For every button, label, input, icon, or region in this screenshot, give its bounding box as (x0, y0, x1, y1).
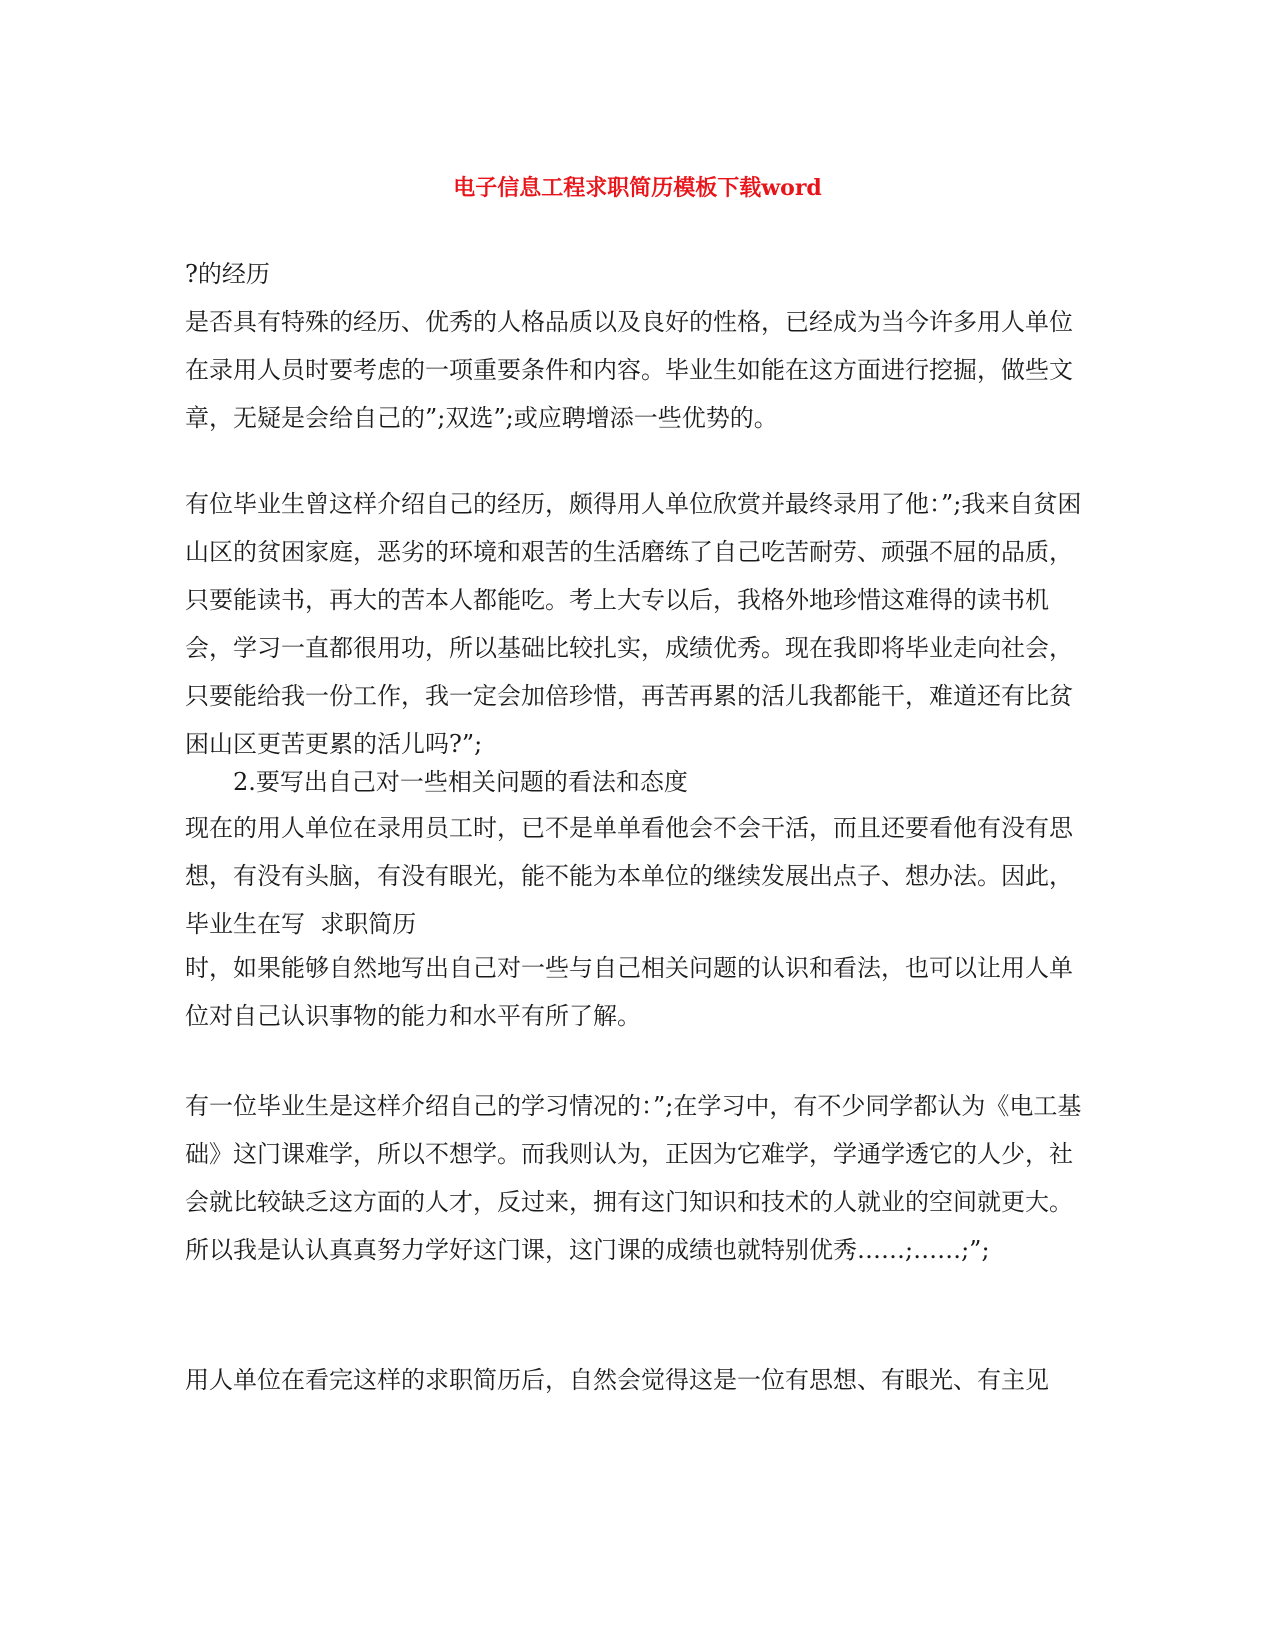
paragraph-study-example: 有一位毕业生是这样介绍自己的学习情况的：”;在学习中，有不少同学都认为《电工基础》这门课难学，所以不想学。而我则认为，正因为它难学，学通学透它的人少，社会就比较缺乏这方面的人才，反过来，拥有这门知识和技术的人就业的空间就更大。所以我是认认真真努力学好这门课，这门课的成绩也就特别优秀……;……;”; (185, 1092, 1082, 1264)
section-heading-views: 2.要写出自己对一些相关问题的看法和态度 (233, 768, 688, 796)
paragraph-conclusion: 用人单位在看完这样的求职简历后，自然会觉得这是一位有思想、有眼光、有主见 (185, 1366, 1049, 1394)
paragraph-experience-intro: 是否具有特殊的经历、优秀的人格品质以及良好的性格，已经成为当今许多用人单位在录用人员时要考虑的一项重要条件和内容。毕业生如能在这方面进行挖掘，做些文章，无疑是会给自己的”;双选”;或应聘增添一些优势的。 (185, 308, 1073, 432)
paragraph-views-continued: 时，如果能够自然地写出自己对一些与自己相关问题的认识和看法，也可以让用人单位对自己认识事物的能力和水平有所了解。 (185, 954, 1073, 1030)
paragraph-views-intro: 现在的用人单位在录用员工时，已不是单单看他会不会干活，而且还要看他有没有思想，有没有头脑，有没有眼光，能不能为本单位的继续发展出点子、想办法。因此，毕业生在写 求职简历 (185, 814, 1073, 938)
section-heading-experience: ?的经历 (185, 260, 270, 288)
document-title: 电子信息工程求职简历模板下载word (453, 175, 822, 201)
paragraph-experience-example: 有位毕业生曾这样介绍自己的经历，颇得用人单位欣赏并最终录用了他：”;我来自贫困山区的贫困家庭，恶劣的环境和艰苦的生活磨练了自己吃苦耐劳、顽强不屈的品质，只要能读书，再大的苦本人都能吃。考上大专以后，我格外地珍惜这难得的读书机会，学习一直都很用功，所以基础比较扎实，成绩优秀。现在我即将毕业走向社会，只要能给我一份工作，我一定会加倍珍惜，再苦再累的活儿我都能干，难道还有比贫困山区更苦更累的活儿吗?”; (185, 490, 1082, 758)
